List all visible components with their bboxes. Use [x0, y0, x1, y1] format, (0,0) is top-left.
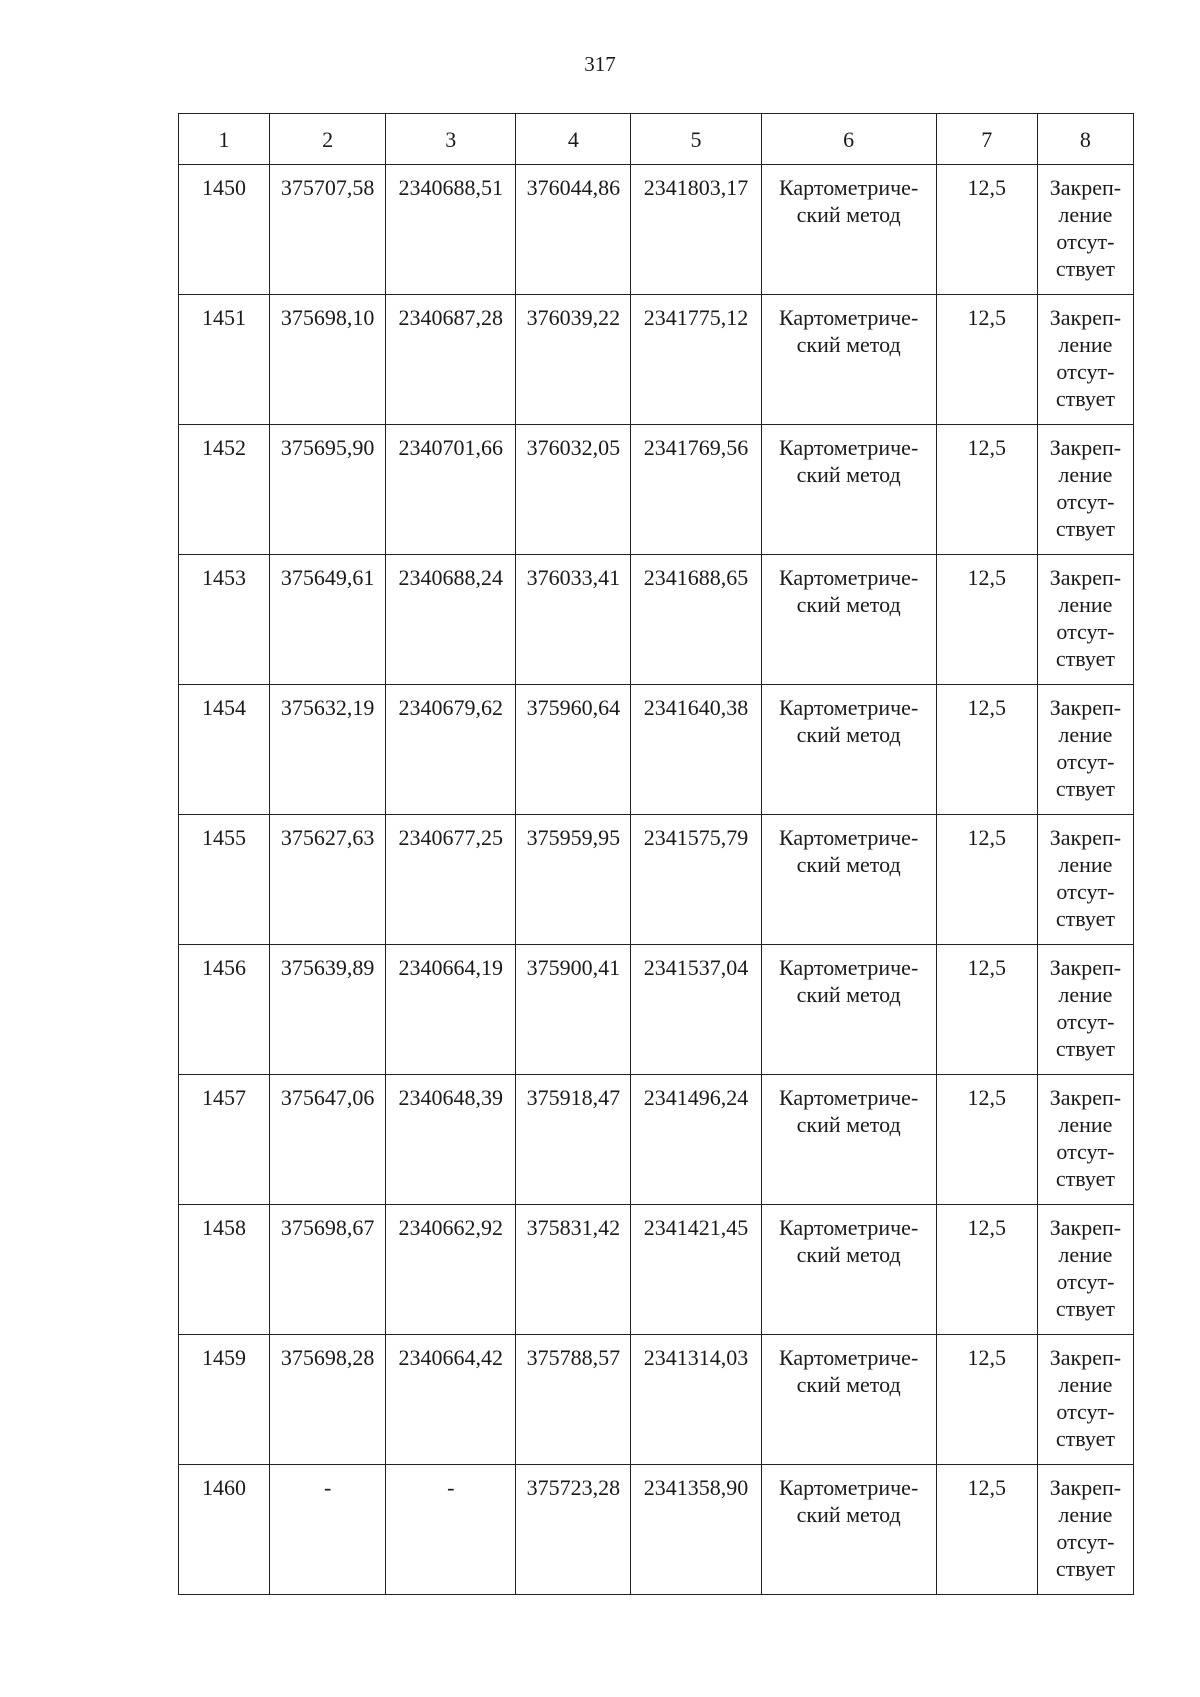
coordinates-table — [178, 113, 1134, 1595]
cell-x1-coordinate: 375627,63 — [270, 815, 386, 945]
cell-fixation: Закреп- ление отсут- ствует — [1037, 1465, 1133, 1595]
header-cell-1: 1 — [179, 114, 270, 165]
header-cell-6: 6 — [761, 114, 936, 165]
cell-x1-coordinate: 375698,10 — [270, 295, 386, 425]
cell-y2-coordinate: 2341575,79 — [631, 815, 761, 945]
cell-y1-coordinate: 2340648,39 — [386, 1075, 516, 1205]
cell-method: Картометриче- ский метод — [761, 555, 936, 685]
table-row — [179, 1075, 1134, 1205]
cell-y1-coordinate: 2340688,51 — [386, 165, 516, 295]
cell-x1-coordinate: 375695,90 — [270, 425, 386, 555]
cell-x2-coordinate: 375960,64 — [516, 685, 631, 815]
cell-y2-coordinate: 2341496,24 — [631, 1075, 761, 1205]
table-row — [179, 685, 1134, 815]
cell-y1-coordinate: - — [386, 1465, 516, 1595]
cell-y2-coordinate: 2341537,04 — [631, 945, 761, 1075]
cell-fixation: Закреп- ление отсут- ствует — [1037, 425, 1133, 555]
cell-point-number: 1451 — [179, 295, 270, 425]
table-row — [179, 1335, 1134, 1465]
cell-method: Картометриче- ский метод — [761, 1075, 936, 1205]
cell-method: Картометриче- ский метод — [761, 165, 936, 295]
cell-point-number: 1450 — [179, 165, 270, 295]
page-number: 317 — [584, 52, 616, 76]
cell-y2-coordinate: 2341775,12 — [631, 295, 761, 425]
cell-x2-coordinate: 375723,28 — [516, 1465, 631, 1595]
cell-point-number: 1454 — [179, 685, 270, 815]
cell-x2-coordinate: 375918,47 — [516, 1075, 631, 1205]
cell-fixation: Закреп- ление отсут- ствует — [1037, 1075, 1133, 1205]
cell-y2-coordinate: 2341358,90 — [631, 1465, 761, 1595]
cell-x1-coordinate: 375698,28 — [270, 1335, 386, 1465]
table-row — [179, 555, 1134, 685]
header-cell-5: 5 — [631, 114, 761, 165]
cell-method: Картометриче- ский метод — [761, 295, 936, 425]
header-cell-7: 7 — [936, 114, 1037, 165]
cell-y2-coordinate: 2341688,65 — [631, 555, 761, 685]
cell-x2-coordinate: 375788,57 — [516, 1335, 631, 1465]
cell-fixation: Закреп- ление отсут- ствует — [1037, 815, 1133, 945]
table-row — [179, 945, 1134, 1075]
cell-y1-coordinate: 2340664,19 — [386, 945, 516, 1075]
cell-point-number: 1452 — [179, 425, 270, 555]
cell-point-number: 1456 — [179, 945, 270, 1075]
table-row — [179, 295, 1134, 425]
cell-y2-coordinate: 2341640,38 — [631, 685, 761, 815]
cell-y1-coordinate: 2340701,66 — [386, 425, 516, 555]
table-row — [179, 1465, 1134, 1595]
cell-y2-coordinate: 2341314,03 — [631, 1335, 761, 1465]
table-row — [179, 1205, 1134, 1335]
cell-accuracy: 12,5 — [936, 815, 1037, 945]
cell-point-number: 1457 — [179, 1075, 270, 1205]
cell-method: Картометриче- ский метод — [761, 945, 936, 1075]
table-row — [179, 425, 1134, 555]
cell-x2-coordinate: 376039,22 — [516, 295, 631, 425]
cell-fixation: Закреп- ление отсут- ствует — [1037, 945, 1133, 1075]
cell-y2-coordinate: 2341769,56 — [631, 425, 761, 555]
cell-accuracy: 12,5 — [936, 555, 1037, 685]
cell-fixation: Закреп- ление отсут- ствует — [1037, 295, 1133, 425]
cell-x1-coordinate: - — [270, 1465, 386, 1595]
header-cell-8: 8 — [1037, 114, 1133, 165]
cell-method: Картометриче- ский метод — [761, 685, 936, 815]
table-header — [179, 114, 1134, 165]
cell-fixation: Закреп- ление отсут- ствует — [1037, 555, 1133, 685]
cell-x1-coordinate: 375649,61 — [270, 555, 386, 685]
cell-fixation: Закреп- ление отсут- ствует — [1037, 165, 1133, 295]
cell-point-number: 1458 — [179, 1205, 270, 1335]
cell-accuracy: 12,5 — [936, 685, 1037, 815]
cell-method: Картометриче- ский метод — [761, 1335, 936, 1465]
cell-x1-coordinate: 375632,19 — [270, 685, 386, 815]
cell-method: Картометриче- ский метод — [761, 425, 936, 555]
cell-x2-coordinate: 375900,41 — [516, 945, 631, 1075]
cell-accuracy: 12,5 — [936, 1465, 1037, 1595]
cell-accuracy: 12,5 — [936, 165, 1037, 295]
cell-fixation: Закреп- ление отсут- ствует — [1037, 685, 1133, 815]
cell-accuracy: 12,5 — [936, 1205, 1037, 1335]
cell-y2-coordinate: 2341421,45 — [631, 1205, 761, 1335]
cell-y1-coordinate: 2340687,28 — [386, 295, 516, 425]
cell-accuracy: 12,5 — [936, 1075, 1037, 1205]
cell-fixation: Закреп- ление отсут- ствует — [1037, 1205, 1133, 1335]
table-row — [179, 815, 1134, 945]
table-body — [179, 165, 1134, 1595]
table-row — [179, 165, 1134, 295]
cell-accuracy: 12,5 — [936, 945, 1037, 1075]
cell-y2-coordinate: 2341803,17 — [631, 165, 761, 295]
cell-x1-coordinate: 375707,58 — [270, 165, 386, 295]
cell-y1-coordinate: 2340688,24 — [386, 555, 516, 685]
cell-x2-coordinate: 376044,86 — [516, 165, 631, 295]
header-row — [179, 114, 1134, 165]
header-cell-2: 2 — [270, 114, 386, 165]
header-cell-3: 3 — [386, 114, 516, 165]
cell-x2-coordinate: 375831,42 — [516, 1205, 631, 1335]
cell-x2-coordinate: 375959,95 — [516, 815, 631, 945]
cell-point-number: 1459 — [179, 1335, 270, 1465]
cell-point-number: 1453 — [179, 555, 270, 685]
cell-method: Картометриче- ский метод — [761, 815, 936, 945]
cell-method: Картометриче- ский метод — [761, 1205, 936, 1335]
cell-x1-coordinate: 375639,89 — [270, 945, 386, 1075]
cell-x1-coordinate: 375698,67 — [270, 1205, 386, 1335]
cell-y1-coordinate: 2340677,25 — [386, 815, 516, 945]
cell-x2-coordinate: 376032,05 — [516, 425, 631, 555]
header-cell-4: 4 — [516, 114, 631, 165]
cell-x2-coordinate: 376033,41 — [516, 555, 631, 685]
cell-accuracy: 12,5 — [936, 1335, 1037, 1465]
cell-x1-coordinate: 375647,06 — [270, 1075, 386, 1205]
cell-point-number: 1460 — [179, 1465, 270, 1595]
cell-accuracy: 12,5 — [936, 295, 1037, 425]
cell-y1-coordinate: 2340664,42 — [386, 1335, 516, 1465]
cell-y1-coordinate: 2340679,62 — [386, 685, 516, 815]
cell-accuracy: 12,5 — [936, 425, 1037, 555]
cell-point-number: 1455 — [179, 815, 270, 945]
cell-method: Картометриче- ский метод — [761, 1465, 936, 1595]
cell-y1-coordinate: 2340662,92 — [386, 1205, 516, 1335]
cell-fixation: Закреп- ление отсут- ствует — [1037, 1335, 1133, 1465]
